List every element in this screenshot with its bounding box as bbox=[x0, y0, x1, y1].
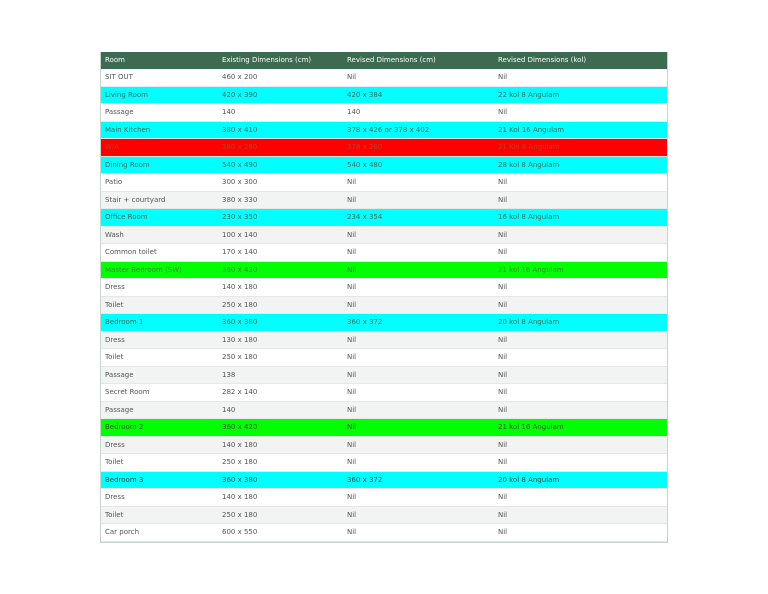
cell-revised-dimensions-cm: Nil bbox=[347, 388, 357, 396]
cell-revised-dimensions-cm: Nil bbox=[347, 528, 357, 536]
table-row bbox=[101, 419, 667, 437]
cell-revised-dimensions-cm: Nil bbox=[347, 510, 357, 519]
cell-revised-dimensions-cm: 378 x 280 bbox=[347, 143, 383, 151]
cell-revised-dimensions-cm: 234 x 354 bbox=[347, 213, 383, 221]
cell-revised-dimensions-kol: 16 kol 8 Angulam bbox=[498, 213, 560, 221]
cell-revised-dimensions-kol: Nil bbox=[498, 248, 508, 256]
cell-revised-dimensions-cm: 378 x 426 or 378 x 402 bbox=[347, 125, 430, 134]
cell-existing-dimensions: 300 x 300 bbox=[222, 178, 258, 186]
cell-revised-dimensions-kol: Nil bbox=[498, 458, 508, 466]
cell-revised-dimensions-kol: 28 kol 8 Angulam bbox=[498, 160, 560, 169]
cell-room: W/A bbox=[105, 143, 120, 151]
cell-room: Dress bbox=[105, 335, 125, 344]
table-row bbox=[101, 209, 667, 227]
table-header bbox=[101, 52, 667, 69]
cell-existing-dimensions: 140 bbox=[222, 108, 236, 116]
cell-revised-dimensions-kol: 21 kol 16 Angulam bbox=[498, 265, 564, 274]
header-row bbox=[101, 52, 667, 69]
cell-revised-dimensions-cm: Nil bbox=[347, 423, 357, 431]
header-room: Room bbox=[101, 52, 218, 69]
table-row bbox=[101, 156, 667, 174]
cell-revised-dimensions-kol: Nil bbox=[498, 528, 508, 536]
cell-existing-dimensions: 170 x 140 bbox=[222, 248, 258, 256]
cell-revised-dimensions-kol: Nil bbox=[498, 388, 508, 396]
cell-room: Passage bbox=[105, 370, 134, 379]
cell-revised-dimensions-cm: Nil bbox=[347, 405, 357, 414]
table-row bbox=[101, 104, 667, 122]
cell-revised-dimensions-kol: 21 Kol 8 Angulam bbox=[498, 143, 560, 151]
cell-room: SIT OUT bbox=[105, 73, 133, 81]
cell-revised-dimensions-cm: Nil bbox=[347, 265, 357, 274]
table-row bbox=[101, 314, 667, 332]
table-row bbox=[101, 69, 667, 86]
cell-existing-dimensions: 380 x 330 bbox=[222, 195, 258, 204]
cell-room: Dress bbox=[105, 493, 125, 501]
cell-existing-dimensions: 250 x 180 bbox=[222, 458, 258, 466]
cell-room: Patio bbox=[105, 178, 123, 186]
cell-existing-dimensions: 230 x 350 bbox=[222, 213, 258, 221]
cell-existing-dimensions: 600 x 550 bbox=[222, 528, 258, 536]
cell-existing-dimensions: 360 x 420 bbox=[222, 265, 258, 274]
cell-revised-dimensions-kol: Nil bbox=[498, 335, 508, 344]
cell-revised-dimensions-cm: Nil bbox=[347, 370, 357, 379]
cell-revised-dimensions-kol: Nil bbox=[498, 493, 508, 501]
table-row bbox=[101, 191, 667, 209]
cell-revised-dimensions-kol: Nil bbox=[498, 195, 508, 204]
cell-room: Toilet bbox=[105, 510, 124, 519]
cell-room: Bedroom 2 bbox=[105, 423, 144, 431]
cell-room: Common toilet bbox=[105, 248, 157, 256]
cell-existing-dimensions: 360 x 380 bbox=[222, 318, 258, 326]
cell-revised-dimensions-cm: Nil bbox=[347, 335, 357, 344]
cell-room: Dress bbox=[105, 440, 125, 449]
cell-revised-dimensions-kol: Nil bbox=[498, 370, 508, 379]
cell-room: Car porch bbox=[105, 528, 140, 536]
cell-room: Dining Room bbox=[105, 160, 150, 169]
table-row bbox=[101, 139, 667, 157]
cell-existing-dimensions: 460 x 200 bbox=[222, 73, 258, 81]
cell-revised-dimensions-cm: Nil bbox=[347, 195, 357, 204]
cell-existing-dimensions: 540 x 490 bbox=[222, 160, 258, 169]
cell-revised-dimensions-kol: Nil bbox=[498, 230, 508, 239]
table-row bbox=[101, 121, 667, 139]
cell-room: Wash bbox=[105, 230, 124, 239]
cell-revised-dimensions-kol: Nil bbox=[498, 108, 508, 116]
cell-existing-dimensions: 250 x 180 bbox=[222, 300, 258, 309]
table-row bbox=[101, 244, 667, 262]
cell-revised-dimensions-cm: 540 x 480 bbox=[347, 160, 383, 169]
cell-revised-dimensions-kol: Nil bbox=[498, 283, 508, 291]
cell-revised-dimensions-cm: Nil bbox=[347, 493, 357, 501]
cell-revised-dimensions-cm: Nil bbox=[347, 458, 357, 466]
cell-revised-dimensions-kol: Nil bbox=[498, 178, 508, 186]
cell-room: Office Room bbox=[105, 213, 148, 221]
cell-revised-dimensions-kol: Nil bbox=[498, 353, 508, 361]
cell-existing-dimensions: 100 x 140 bbox=[222, 230, 258, 239]
cell-room: Toilet bbox=[105, 353, 124, 361]
table-row bbox=[101, 471, 667, 489]
cell-revised-dimensions-cm: Nil bbox=[347, 73, 357, 81]
cell-room: Toilet bbox=[105, 458, 124, 466]
cell-existing-dimensions: 360 x 380 bbox=[222, 475, 258, 484]
cell-revised-dimensions-cm: Nil bbox=[347, 283, 357, 291]
cell-existing-dimensions: 282 x 140 bbox=[222, 388, 258, 396]
table-row bbox=[101, 454, 667, 472]
cell-revised-dimensions-kol: 20 kol 8 Angulam bbox=[498, 318, 560, 326]
table-row bbox=[101, 366, 667, 384]
cell-revised-dimensions-cm: 360 x 372 bbox=[347, 318, 383, 326]
cell-room: Secret Room bbox=[105, 388, 150, 396]
cell-existing-dimensions: 250 x 180 bbox=[222, 353, 258, 361]
table-body bbox=[101, 69, 667, 541]
cell-existing-dimensions: 138 bbox=[222, 370, 236, 379]
table-row bbox=[101, 384, 667, 402]
table-row bbox=[101, 226, 667, 244]
cell-revised-dimensions-kol: 20 kol 8 Angulam bbox=[498, 475, 560, 484]
cell-existing-dimensions: 140 bbox=[222, 405, 236, 414]
cell-revised-dimensions-kol: Nil bbox=[498, 73, 508, 81]
table-row bbox=[101, 349, 667, 367]
cell-revised-dimensions-kol: Nil bbox=[498, 440, 508, 449]
cell-revised-dimensions-cm: Nil bbox=[347, 248, 357, 256]
table-row bbox=[101, 279, 667, 297]
table-row bbox=[101, 401, 667, 419]
cell-existing-dimensions: 420 x 390 bbox=[222, 90, 258, 99]
room-dimensions-table bbox=[101, 52, 667, 542]
cell-revised-dimensions-cm: 140 bbox=[347, 108, 361, 116]
cell-existing-dimensions: 140 x 180 bbox=[222, 493, 258, 501]
cell-room: Passage bbox=[105, 405, 134, 414]
cell-existing-dimensions: 380 x 410 bbox=[222, 125, 258, 134]
cell-revised-dimensions-cm: Nil bbox=[347, 178, 357, 186]
cell-room: Stair + courtyard bbox=[105, 195, 166, 204]
cell-revised-dimensions-kol: Nil bbox=[498, 405, 508, 414]
cell-revised-dimensions-cm: 360 x 372 bbox=[347, 475, 383, 484]
table-row bbox=[101, 506, 667, 524]
cell-existing-dimensions: 380 x 280 bbox=[222, 143, 258, 151]
cell-room: Bedroom 3 bbox=[105, 475, 144, 484]
cell-room: Dress bbox=[105, 283, 125, 291]
header-revised-dimensions-kol: Revised Dimensions (kol) bbox=[494, 52, 667, 69]
cell-existing-dimensions: 130 x 180 bbox=[222, 335, 258, 344]
cell-existing-dimensions: 140 x 180 bbox=[222, 440, 258, 449]
cell-revised-dimensions-kol: 21 kol 16 Angulam bbox=[498, 423, 564, 431]
table-row bbox=[101, 86, 667, 104]
table-row bbox=[101, 331, 667, 349]
table-row bbox=[101, 296, 667, 314]
cell-revised-dimensions-cm: Nil bbox=[347, 440, 357, 449]
cell-existing-dimensions: 360 x 420 bbox=[222, 423, 258, 431]
cell-room: Master Bedroom (SW) bbox=[105, 265, 182, 274]
cell-revised-dimensions-kol: 21 Kol 16 Angulam bbox=[498, 125, 565, 134]
cell-revised-dimensions-cm: 420 x 384 bbox=[347, 90, 383, 99]
cell-revised-dimensions-cm: Nil bbox=[347, 230, 357, 239]
room-dimensions-table-container bbox=[100, 52, 668, 543]
table-row bbox=[101, 261, 667, 279]
table-row bbox=[101, 489, 667, 507]
cell-room: Living Room bbox=[105, 90, 148, 99]
table-row bbox=[101, 524, 667, 542]
cell-revised-dimensions-cm: Nil bbox=[347, 300, 357, 309]
cell-revised-dimensions-cm: Nil bbox=[347, 353, 357, 361]
cell-room: Main Kitchen bbox=[105, 125, 151, 134]
cell-room: Passage bbox=[105, 108, 134, 116]
cell-revised-dimensions-kol: Nil bbox=[498, 510, 508, 519]
header-existing-dimensions: Existing Dimensions (cm) bbox=[218, 52, 343, 69]
cell-revised-dimensions-kol: 22 kol 8 Angulam bbox=[498, 90, 560, 99]
cell-existing-dimensions: 250 x 180 bbox=[222, 510, 258, 519]
header-revised-dimensions-cm: Revised Dimensions (cm) bbox=[343, 52, 494, 69]
cell-existing-dimensions: 140 x 180 bbox=[222, 283, 258, 291]
cell-revised-dimensions-kol: Nil bbox=[498, 300, 508, 309]
table-row bbox=[101, 436, 667, 454]
table-row bbox=[101, 174, 667, 192]
cell-room: Toilet bbox=[105, 300, 124, 309]
cell-room: Bedroom 1 bbox=[105, 318, 144, 326]
